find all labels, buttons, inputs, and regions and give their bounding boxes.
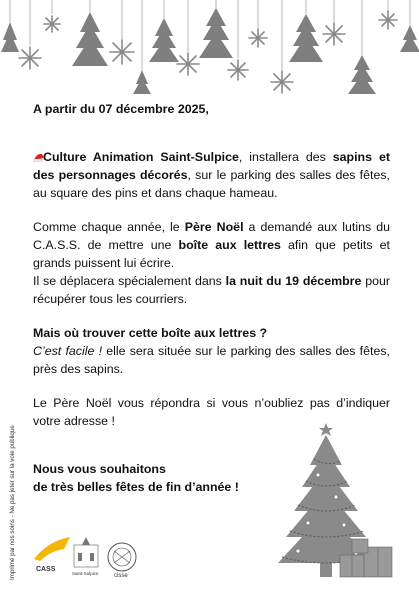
village-label: Saint-Sulpice: [72, 571, 99, 576]
partner-logos: [30, 535, 150, 580]
date-heading: A partir du 07 décembre 2025,: [33, 102, 209, 116]
cass-logo: [34, 537, 70, 573]
answer-paragraph: C’est facile ! elle sera située sur le parking des salles des fêtes, près des sapins.: [33, 344, 390, 376]
closing-line-2: de très belles fêtes de fin d’année !: [33, 480, 239, 494]
hanging-ornaments-decoration: [0, 0, 419, 110]
paragraph-date: Il se déplacera spécialement dans la nuit du 19 décembre pour récupérer tous les courriers.: [33, 274, 390, 306]
organisation-name: Culture Animation Saint-Sulpice: [43, 150, 239, 164]
print-notice: Imprimé par nos soins - Ne pas jeter sur la voie publique: [9, 425, 16, 580]
cisse-label: cisse: [114, 573, 128, 579]
christmas-tree-illustration: [268, 415, 398, 595]
question-heading: Mais où trouver cette boîte aux lettres ?: [33, 326, 268, 340]
paragraph-santa: Comme chaque année, le Père Noël a demandé aux lutins du C.A.S.S. de mettre une boîte aux lettres afin que petits et grands puissent lui écrire.: [33, 220, 390, 270]
cisse-logo: [108, 543, 136, 579]
address-reminder: Le Père Noël vous répondra si vous n’oubliez pas d’indiquer votre adresse !: [33, 396, 390, 428]
village-logo: [72, 537, 99, 576]
cass-label: CASS: [36, 566, 56, 573]
paragraph-decoration: Culture Animation Saint-Sulpice, installera des sapins et des personnages décorés, sur le parking des salles des fêtes, au square des pins et dans chaque hameau.: [33, 150, 390, 200]
closing-line-1: Nous vous souhaitons: [33, 462, 166, 476]
